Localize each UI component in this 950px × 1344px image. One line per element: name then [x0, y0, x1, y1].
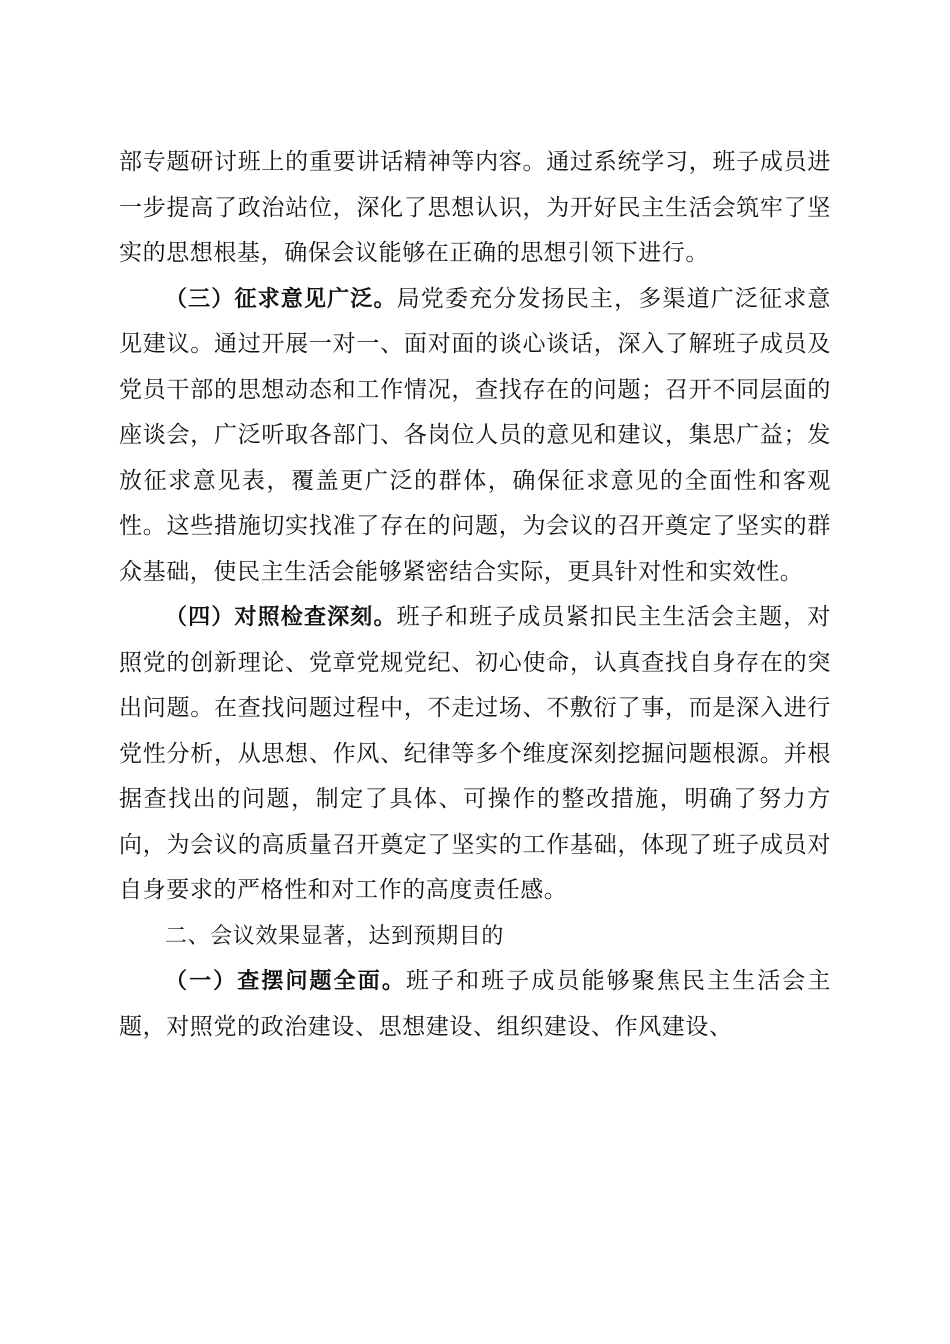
paragraph-lead: （四）对照检查深刻。 — [165, 605, 397, 630]
paragraph-problem-finding — [119, 959, 831, 1050]
paragraph-lead: （一）查摆问题全面。 — [165, 969, 406, 994]
paragraph-text: 局党委充分发扬民主，多渠道广泛征求意见建议。通过开展一对一、面对面的谈心谈话，深入了解班子成员及党员干部的思想动态和工作情况，查找存在的问题；召开不同层面的座谈会，广泛听取各部门、各岗位人员的意见和建议，集思广益；发放征求意见表，覆盖更广泛的群体，确保征求意见的全面性和客观性。这些措施切实找准了存在的问题，为会议的召开奠定了坚实的群众基础，使民主生活会能够紧密结合实际，更具针对性和实效性。 — [119, 285, 831, 585]
paragraph-text: 班子和班子成员紧扣民主生活会主题，对照党的创新理论、党章党规党纪、初心使命，认真查找自身存在的突出问题。在查找问题过程中，不走过场、不敷衍了事，而是深入进行党性分析，从思想、作风、纪律等多个维度深刻挖掘问题根源。并根据查找出的问题，制定了具体、可操作的整改措施，明确了努力方向，为会议的高质量召开奠定了坚实的工作基础，体现了班子成员对自身要求的严格性和对工作的高度责任感。 — [119, 604, 831, 903]
section-heading: 二、会议效果显著，达到预期目的 — [165, 923, 505, 949]
paragraph-lead: （三）征求意见广泛。 — [165, 286, 397, 312]
paragraph-solicit-opinions — [119, 277, 831, 596]
paragraph-self-examination — [119, 595, 831, 914]
paragraph-continuation: 部专题研讨班上的重要讲话精神等内容。通过系统学习，班子成员进一步提高了政治站位，深化了思想认识，为开好民主生活会筑牢了坚实的思想根基，确保会议能够在正确的思想引领下进行。 — [119, 149, 831, 266]
document-body — [119, 140, 831, 1050]
paragraph-text: 班子和班子成员能够聚焦民主生活会主题，对照党的政治建设、思想建设、组织建设、作风建设、 — [119, 968, 831, 1040]
